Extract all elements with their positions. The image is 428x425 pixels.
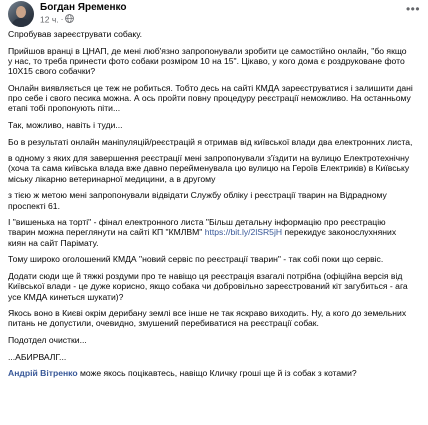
paragraph-text: Прийшов вранці в ЦНАП, де мені люб'язно запропонували зробити це самостійно онлайн, "бо якщо у нас, то треба принести фото собаки розміром 10 на 15". Цікаво, у кого дома є роздруковане фото 10Х15 свого собачки? [8,45,409,77]
paragraph-text: Додати сюди ще й тяжкі роздуми про те навіщо ця реєстрація взагалі потрібна (офіційна версія від Київської влади - це дуже корисно, якщо собака чи добровільно зареєстрований кіт загубиться - ага усе КМДА кинеться шукати)? [8,270,411,302]
paragraph-text: Якось воно в Києві окрім дерибану землі все інше не так яскраво виходить. Ну, а кого до земельних питань не допустили, очевидно, змушений перебиватися на реєстрації собак. [8,308,409,329]
paragraph-text: Тому широко оголошений КМДА "новий сервіс по реєстрації тварин" - так собі поки що сервіс. [8,254,384,265]
paragraph-text: з тією ж метою мені запропонували відвідати Службу обліку і реєстрації тварин на Відрадному проспекті 61. [8,190,390,211]
post-paragraph [8,335,413,345]
post-header [0,0,428,26]
post-paragraph [8,308,413,329]
post-time[interactable]: 12 ч. [40,14,59,25]
post-paragraph [8,352,413,362]
meta-separator: · [60,14,64,25]
external-link[interactable]: https://bit.ly/2lSR5jH [204,227,283,238]
post-paragraph [8,82,416,114]
post-paragraph [8,217,413,248]
post-paragraph [8,137,413,147]
post-paragraph [8,29,413,39]
paragraph-text: І "вишенька на торті" - фінал електронного листа "Більш детальну інформацію про реєстрацію тварин можна переглянути на сайті КП "КМЛВМ" [8,217,388,238]
avatar[interactable] [8,1,34,27]
post-paragraph [8,254,413,264]
post-paragraph [8,190,413,211]
paragraph-text: Так, можливо, навіть і туди... [8,119,123,130]
paragraph-text: може якось поцікавтесь, навіщо Кличку гроші ще й із собак з котами? [77,368,357,379]
paragraph-text: в одному з яких для завершення реєстрації мені запропонували з'їздити на вулицю Електротехнічну (хоча та сама київська влада вже давно перейменувала цю вулицю на Героїв Електриків) в Київську міську лікарню ветеринарної медицини, а в другому [8,153,412,184]
more-options-icon[interactable]: ••• [405,2,421,16]
avatar-face [16,6,26,18]
mention-link[interactable]: Андрій Вітренко [8,368,78,379]
post-paragraph [8,153,413,184]
post-body [8,29,416,385]
paragraph-text: ...АБИРВАЛГ... [8,351,67,362]
post-paragraph [8,368,413,378]
post-meta [40,14,74,25]
post-paragraph [8,46,413,77]
avatar-shoulders [11,18,31,27]
author-name[interactable]: Богдан Яременко [40,2,127,13]
paragraph-text: Бо в результаті онлайн маніпуляцій/реєстрацій я отримав від київської влади два електронних листа, [8,136,413,147]
paragraph-text: перекидує законослухняних киян на сайт Парімату. [8,227,399,248]
paragraph-text: Онлайн виявляється це теж не робиться. Тобто десь на сайті КМДА зареєструватися і залишити дані про себе і свого песика можна. А ось пройти повну процедуру реєстрації неможливо. На останньому етапі тобі пропонують піти... [8,82,416,114]
paragraph-text: Подотдел очистки... [8,334,87,345]
paragraph-text: Спробував зареєструвати собаку. [8,29,143,39]
post-paragraph [8,120,413,130]
post-paragraph [8,271,413,302]
globe-icon[interactable] [65,14,74,26]
